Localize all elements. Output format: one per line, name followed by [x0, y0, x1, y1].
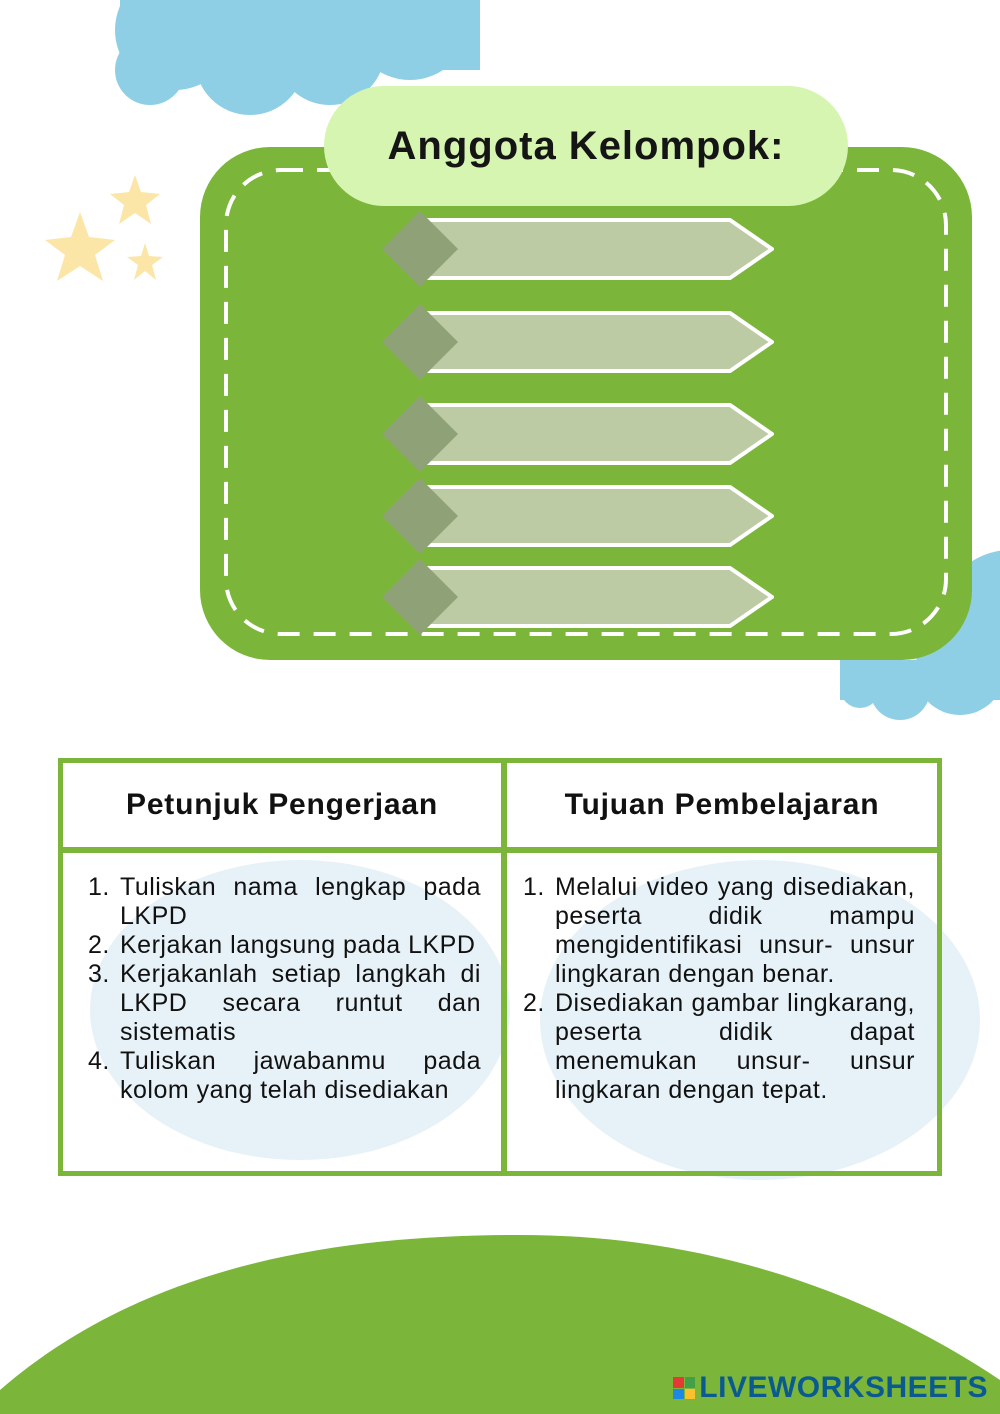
- list-item: 1. Melalui video yang disediakan, peserta didik mampu mengidentifikasi unsur- unsur lingkaran dengan benar.: [523, 873, 915, 988]
- brand-watermark[interactable]: [673, 1368, 988, 1408]
- member-name-row: [378, 557, 774, 637]
- row-divider: [63, 847, 937, 853]
- objectives-list: [523, 873, 915, 1105]
- member-name-input-3[interactable]: [466, 416, 720, 454]
- instructions-list: [88, 873, 481, 1105]
- member-name-row: [378, 476, 774, 556]
- member-name-input-2[interactable]: [466, 324, 720, 362]
- list-item: 3. Kerjakanlah setiap langkah di LKPD secara runtut dan sistematis: [88, 960, 481, 1046]
- member-name-input-5[interactable]: [466, 579, 720, 617]
- info-table: [58, 758, 942, 1176]
- list-item: 4. Tuliskan jawabanmu pada kolom yang telah disediakan: [88, 1047, 481, 1104]
- list-item: 2. Kerjakan langsung pada LKPD: [88, 931, 476, 959]
- page-title: Anggota Kelompok:: [387, 123, 785, 168]
- objectives-heading: Tujuan Pembelajaran: [564, 788, 880, 821]
- member-name-input-1[interactable]: [466, 231, 720, 269]
- instructions-heading: Petunjuk Pengerjaan: [126, 788, 438, 821]
- member-name-row: [378, 394, 774, 474]
- list-item: 1. Tuliskan nama lengkap pada LKPD: [88, 873, 481, 930]
- star-icon: [45, 175, 163, 281]
- list-item: 2. Disediakan gambar lingkarang, peserta didik dapat menemukan unsur- unsur lingkaran dengan tepat.: [523, 989, 915, 1104]
- title-pill: [324, 86, 848, 206]
- member-name-row: [378, 302, 774, 382]
- liveworksheets-logo-icon: [673, 1377, 695, 1399]
- member-name-input-4[interactable]: [466, 498, 720, 536]
- brand-text: LIVEWORKSHEETS: [699, 1371, 988, 1404]
- member-name-row: [378, 209, 774, 289]
